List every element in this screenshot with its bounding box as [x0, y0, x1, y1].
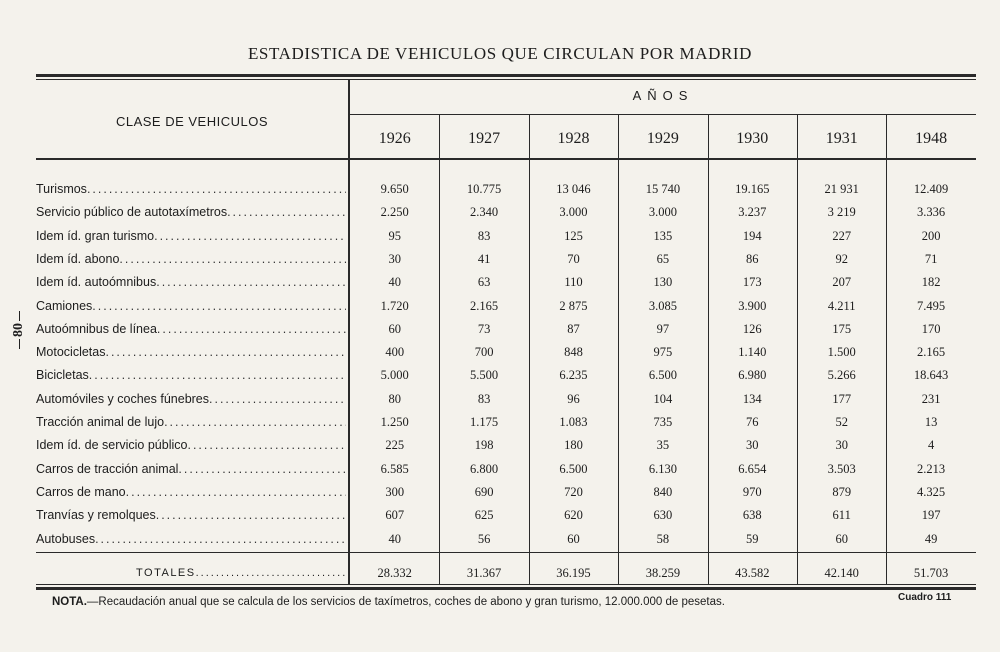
table-cell: 9.650	[380, 182, 409, 196]
table-cell: 848	[564, 345, 583, 360]
table-cell: 3.237	[738, 205, 767, 220]
table-cell: 87	[567, 321, 580, 336]
anos-rule	[350, 114, 976, 115]
table-cell: 1.175	[470, 415, 499, 429]
year-header: 1927	[468, 130, 501, 147]
row-label	[36, 341, 346, 363]
footnote-text: —Recaudación anual que se calcula de los servicios de taxímetros, coches de abono y gran turismo, 12.000.000 de pesetas.	[86, 596, 725, 608]
table-cell: 4.211	[827, 298, 856, 313]
leader-dots	[178, 458, 346, 480]
table-cell: 200	[921, 228, 941, 243]
table-cell: 65	[656, 251, 670, 266]
table-cell: 400	[385, 345, 405, 360]
table-cell: 630	[653, 508, 673, 523]
row-label	[36, 178, 346, 200]
row-label-text: Idem íd. abono	[36, 251, 120, 266]
table-cell: 620	[564, 508, 583, 523]
row-label-text: Tracción animal de lujo	[36, 415, 165, 429]
table-cell: 638	[742, 508, 762, 523]
table-cell: 625	[474, 508, 494, 523]
table-cell: 1.083	[559, 415, 588, 429]
table-top-rule	[36, 74, 976, 77]
table-cell: 2.250	[380, 205, 409, 220]
leader-dots	[89, 364, 346, 386]
row-label-text: Idem íd. gran turismo	[36, 228, 155, 243]
table-cell: 194	[742, 228, 762, 243]
year-header: 1931	[825, 130, 858, 147]
table-cell: 30	[835, 438, 848, 453]
table-cell: 21 931	[824, 182, 859, 196]
year-header: 1929	[646, 130, 679, 147]
table-cell: 60	[835, 531, 848, 546]
table-cell: 30	[388, 251, 401, 266]
table-cell: 2.213	[917, 461, 946, 476]
row-label	[36, 201, 346, 223]
table-cell: 720	[564, 484, 583, 499]
footnote-prefix: NOTA.	[52, 596, 87, 608]
table-cell: 7.495	[917, 298, 946, 313]
row-label-text: Idem íd. de servicio público	[36, 438, 188, 453]
row-label-text: Automóviles y coches fúnebres	[36, 391, 210, 406]
table-cell: 2.165	[917, 345, 946, 360]
table-cell: 6.654	[738, 461, 767, 476]
totals-cell: 51.703	[913, 566, 949, 580]
row-label-text: Carros de mano	[36, 484, 126, 499]
year-header: 1926	[378, 130, 411, 147]
leader-dots	[126, 481, 346, 503]
leader-dots	[187, 434, 346, 456]
table-cell: 840	[653, 484, 673, 499]
row-label	[36, 271, 346, 293]
totals-cell: 36.195	[556, 566, 591, 580]
table-cell: 231	[921, 391, 941, 406]
table-cell: 97	[656, 321, 670, 336]
table-cell: 3.336	[917, 205, 946, 220]
table-cell: 1.720	[380, 298, 409, 313]
table-cell: 690	[474, 484, 494, 499]
totals-cell: 43.582	[735, 566, 770, 580]
leader-dots	[95, 528, 346, 550]
table-cell: 700	[474, 345, 494, 360]
row-label	[36, 528, 346, 550]
footnote	[52, 596, 852, 608]
totals-cell: 28.332	[377, 566, 412, 580]
table-cell: 3 219	[827, 205, 856, 220]
totals-cell: 38.259	[645, 566, 681, 580]
table-cell: 56	[477, 531, 491, 546]
table-cell: 3.000	[648, 205, 677, 220]
table-cell: 40	[388, 531, 401, 546]
row-label-text: Servicio público de autotaxímetros	[36, 205, 228, 220]
row-label	[36, 225, 346, 247]
leader-dots	[209, 388, 346, 410]
table-cell: 173	[742, 275, 762, 290]
table-cell: 35	[656, 438, 670, 453]
table-cell: 13	[924, 415, 938, 429]
leader-dots	[227, 201, 346, 223]
table-cell: 5.266	[827, 368, 856, 383]
row-label	[36, 458, 346, 480]
table-cell: 198	[474, 438, 494, 453]
leader-dots	[164, 411, 346, 433]
row-label	[36, 318, 346, 340]
table-cell: 6.500	[648, 368, 677, 383]
table-cell: 5.000	[380, 368, 409, 383]
table-cell: 95	[388, 228, 401, 243]
table-cell: 4.325	[917, 484, 946, 499]
row-label	[36, 364, 346, 386]
table-cell: 6.585	[380, 461, 409, 476]
table-cell: 134	[742, 391, 762, 406]
table-cell: 611	[832, 508, 851, 523]
table-cell: 6.500	[559, 461, 588, 476]
table-cell: 58	[656, 531, 670, 546]
row-label-text: Idem íd. autoómnibus	[36, 275, 157, 290]
table-cell: 177	[832, 391, 852, 406]
table-cell: 104	[653, 391, 673, 406]
row-label-text: Autobuses	[36, 531, 96, 546]
table-cell: 1.500	[827, 345, 856, 360]
table-cell: 180	[564, 438, 583, 453]
page-number	[4, 300, 34, 360]
clase-de-vehiculos-header: CLASE DE VEHICULOS	[115, 114, 269, 129]
table-cell: 2 875	[559, 298, 588, 313]
table-cell: 170	[921, 321, 941, 336]
leader-dots	[156, 504, 346, 526]
table-cell: 71	[924, 251, 938, 266]
row-label	[36, 434, 346, 456]
table-cell: 59	[746, 531, 759, 546]
table-bottom-rule-thin	[36, 584, 976, 585]
year-header: 1928	[557, 130, 590, 147]
table-cell: 970	[742, 484, 762, 499]
table-bottom-rule	[36, 587, 976, 590]
row-label	[36, 295, 346, 317]
page-number-text: 80	[11, 323, 26, 337]
table-cell: 6.130	[648, 461, 677, 476]
table-cell: 197	[921, 508, 941, 523]
table-cell: 125	[564, 228, 583, 243]
row-label-text: Autoómnibus de línea	[36, 321, 157, 336]
table-cell: 19.165	[735, 182, 770, 196]
table-cell: 60	[567, 531, 580, 546]
table-cell: 73	[477, 321, 491, 336]
table-cell: 735	[653, 415, 673, 429]
totals-label-text: TOTALES	[136, 567, 196, 579]
table-cell: 92	[835, 251, 848, 266]
table-cell: 40	[388, 275, 401, 290]
totals-cell: 42.140	[824, 566, 859, 580]
table-cell: 15 740	[645, 182, 681, 196]
year-header: 1930	[736, 130, 769, 147]
table-cell: 70	[567, 251, 580, 266]
table-cell: 30	[746, 438, 759, 453]
table-cell: 76	[746, 415, 759, 429]
statistics-table	[36, 74, 976, 590]
leader-dots	[87, 178, 346, 200]
leader-dots	[105, 341, 346, 363]
table-cell: 6.980	[738, 368, 767, 383]
table-cell: 879	[832, 484, 852, 499]
table-cell: 227	[832, 228, 852, 243]
leader-dots	[156, 271, 346, 293]
row-label-text: Camiones	[36, 298, 93, 313]
leader-dots	[119, 248, 346, 270]
table-cell: 60	[388, 321, 401, 336]
table-cell: 3.503	[827, 461, 856, 476]
row-label	[36, 504, 346, 526]
totals-top-rule	[36, 552, 976, 553]
table-cell: 10.775	[466, 182, 502, 196]
table-cell: 207	[832, 275, 852, 290]
table-cell: 3.085	[648, 298, 677, 313]
table-cell: 2.340	[470, 205, 499, 220]
row-label	[36, 248, 346, 270]
table-cell: 110	[564, 275, 583, 290]
table-cell: 130	[653, 275, 673, 290]
table-cell: 83	[477, 391, 491, 406]
table-cell: 6.800	[470, 461, 499, 476]
table-cell: 52	[835, 415, 848, 429]
anos-header: AÑOS	[632, 88, 694, 103]
table-cell: 86	[746, 251, 759, 266]
table-cell: 2.165	[470, 298, 499, 313]
table-cell: 1.140	[738, 345, 767, 360]
page-title: ESTADISTICA DE VEHICULOS QUE CIRCULAN POR MADRID	[247, 44, 753, 63]
table-cell: 49	[924, 531, 938, 546]
row-label-text: Turismos	[36, 182, 87, 196]
row-label-text: Carros de tracción animal	[36, 461, 179, 476]
table-cell: 5.500	[470, 368, 499, 383]
table-cell: 182	[921, 275, 941, 290]
table-cell: 13 046	[556, 182, 591, 196]
table-cell: 300	[385, 484, 405, 499]
leader-dots	[154, 225, 346, 247]
row-label-text: Motocicletas	[36, 345, 106, 360]
table-cell: 12.409	[913, 182, 949, 196]
table-cell: 607	[385, 508, 405, 523]
table-cell: 63	[477, 275, 491, 290]
table-cell: 80	[388, 391, 401, 406]
header-bottom-rule	[36, 158, 976, 160]
cuadro-label: Cuadro 111	[898, 592, 952, 603]
table-cell: 175	[832, 321, 852, 336]
table-cell: 3.000	[559, 205, 588, 220]
row-label	[36, 411, 346, 433]
table-cell: 96	[567, 391, 580, 406]
totals-label	[36, 562, 346, 584]
leader-dots	[157, 318, 346, 340]
row-label-text: Tranvías y remolques	[36, 508, 156, 523]
table-cell: 4	[927, 438, 935, 453]
leader-dots	[196, 562, 346, 584]
table-cell: 126	[742, 321, 762, 336]
table-cell: 135	[653, 228, 673, 243]
leader-dots	[92, 295, 346, 317]
table-cell: 18.643	[913, 368, 949, 383]
table-cell: 41	[477, 251, 491, 266]
row-label	[36, 481, 346, 503]
year-header: 1948	[915, 130, 948, 147]
table-cell: 6.235	[559, 368, 588, 383]
table-cell: 83	[477, 228, 491, 243]
table-cell: 225	[385, 438, 405, 453]
row-label	[36, 388, 346, 410]
table-cell: 975	[653, 345, 673, 360]
row-label-text: Bicicletas	[36, 368, 89, 383]
table-top-rule-thin	[36, 79, 976, 80]
totals-cell: 31.367	[466, 566, 502, 580]
table-cell: 1.250	[380, 415, 409, 429]
table-cell: 3.900	[738, 298, 767, 313]
